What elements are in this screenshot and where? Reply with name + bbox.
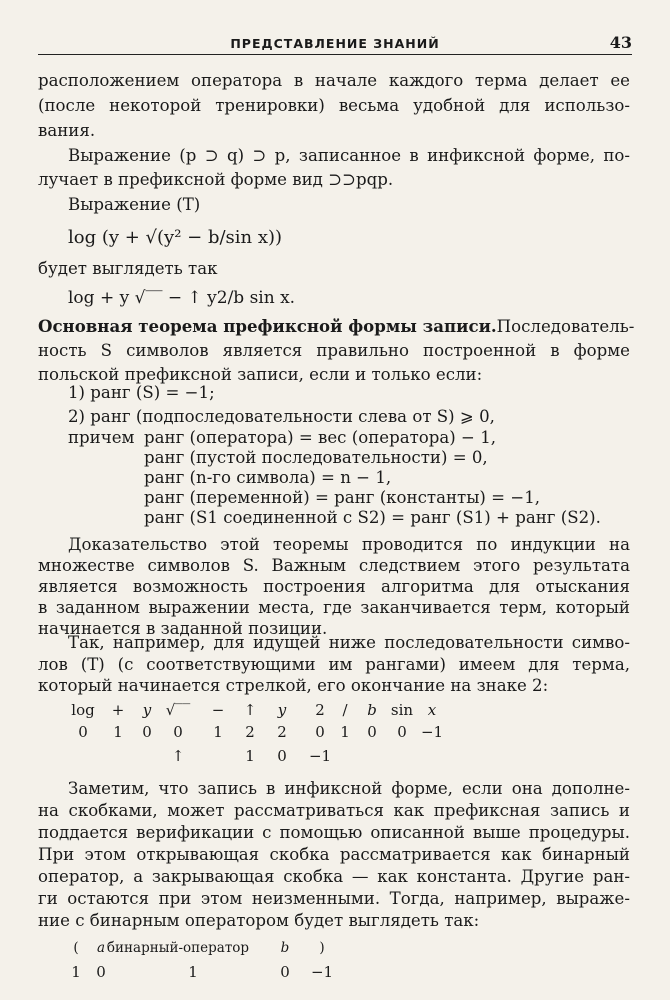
condition-1: 1) ранг (S) = −1; [68,383,215,402]
subrank-value: 0 [277,747,287,765]
rank-symbol: / [342,701,348,719]
p2-line1: Выражение (p ⊃ q) ⊃ p, записанное в инфиксной форме, по- [68,146,630,165]
condition-5: ранг (n-го символа) = n − 1, [144,468,392,487]
rank-value: 1 [188,963,198,981]
p5-line5: начинается в заданной позиции. [38,619,328,638]
p2-line2: лучает в префиксной форме вид ⊃⊃pqp. [38,170,394,189]
rank-value: 0 [173,723,183,741]
rank-symbol: b [367,701,377,719]
rank-symbol: y [142,701,152,719]
p1-line2: (после некоторой тренировки) весьма удобной для использо- [38,96,630,115]
condition-7: ранг (S1 соединенной с S2) = ранг (S1) + ранг (S2). [144,508,601,527]
p1-line3: вания. [38,121,96,140]
p5-line3: является возможность построения алгоритма для отыскания [38,577,630,596]
p7-line1: Заметим, что запись в инфиксной форме, если она дополне- [68,779,630,798]
rank-value: 1 [71,963,81,981]
rank-value: 2 [277,723,287,741]
rank-value: −1 [310,963,334,981]
subrank-value: 1 [245,747,255,765]
rank-arrow: ↑ [171,747,185,765]
p7-line4: При этом открывающая скобка рассматривается как бинарный [38,845,630,864]
rank-symbol: y [277,701,287,719]
condition-4: ранг (пустой последовательности) = 0, [144,448,488,467]
p3-line1: Выражение (T) [68,195,201,214]
p5-line4: в заданном выражении места, где заканчивается терм, который [38,598,630,617]
rank-value: 0 [142,723,152,741]
rank-value: 0 [397,723,407,741]
formula-1: log (y + √(y² − b/sin x)) [68,227,283,248]
theorem-line2: ность S символов является правильно построенной в форме [38,341,630,360]
condition-prefix: причем [68,428,135,447]
condition-3: ранг (оператора) = вес (оператора) − 1, [144,428,497,447]
rank-symbol: ) [319,940,325,956]
rank-value: 1 [340,723,350,741]
rank-symbol: √‾‾ [165,701,191,719]
theorem-title: Основная теорема префиксной формы записи. [38,316,497,336]
p7-line6: ги остаются при этом неизменными. Тогда, например, выраже- [38,889,630,908]
subrank-value: −1 [308,747,332,765]
rank-symbol: + [111,701,125,719]
rank-symbol: x [427,701,437,719]
rank-value: 0 [78,723,88,741]
p1-line1: расположением оператора в начале каждого терма делает ее [38,71,630,90]
theorem-line1 [38,316,635,337]
p7-line3: поддается верификации с помощью описанной выше процедуры. [38,823,630,842]
rank-symbol: ↑ [243,701,257,719]
rank-symbol: sin [390,701,414,719]
rank-symbol: − [211,701,225,719]
formula-2: log + y √‾‾ − ↑ y2/b sin x. [68,288,296,308]
p7-line7: ние с бинарным оператором будет выглядеть так: [38,911,480,930]
condition-2: 2) ранг (подпоследовательности слева от S) ⩾ 0, [68,407,495,426]
rank-symbol: b [280,940,290,956]
header-title: ПРЕДСТАВЛЕНИЕ ЗНАНИЙ [230,36,440,51]
p6-line1: Так, например, для идущей ниже последовательности симво- [68,633,630,652]
rank-symbol: бинарный-оператор [106,940,250,956]
p5-line2: множестве символов S. Важным следствием этого результата [38,556,630,575]
rank-symbol: ( [73,940,79,956]
rank-value: 1 [113,723,123,741]
rank-value: −1 [420,723,444,741]
rank-symbol: log [71,701,95,719]
rank-symbol: a [96,940,106,956]
p6-line3: который начинается стрелкой, его окончание на знаке 2: [38,676,549,695]
p6-line2: лов (T) (с соответствующими им рангами) имеем для терма, [38,655,630,674]
p7-line2: на скобками, может рассматриваться как префиксная запись и [38,801,630,820]
p7-line5: оператор, а закрывающая скобка — как константа. Другие ран- [38,867,630,886]
condition-6: ранг (переменной) = ранг (константы) = −1, [144,488,541,507]
theorem-line3: польской префиксной записи, если и только если: [38,365,483,384]
rank-value: 1 [213,723,223,741]
running-header [38,32,632,55]
rank-value: 0 [315,723,325,741]
rank-table-1 [0,700,670,770]
p4-line1: будет выглядеть так [38,259,218,278]
p5-line1: Доказательство этой теоремы проводится по индукции на [68,535,630,554]
rank-symbol: 2 [315,701,325,719]
rank-value: 2 [245,723,255,741]
rank-value: 0 [96,963,106,981]
theorem-line1-rest: Последователь- [496,317,635,336]
page-number: 43 [609,33,632,52]
rank-value: 0 [280,963,290,981]
rank-value: 0 [367,723,377,741]
rank-table-2 [0,938,670,988]
